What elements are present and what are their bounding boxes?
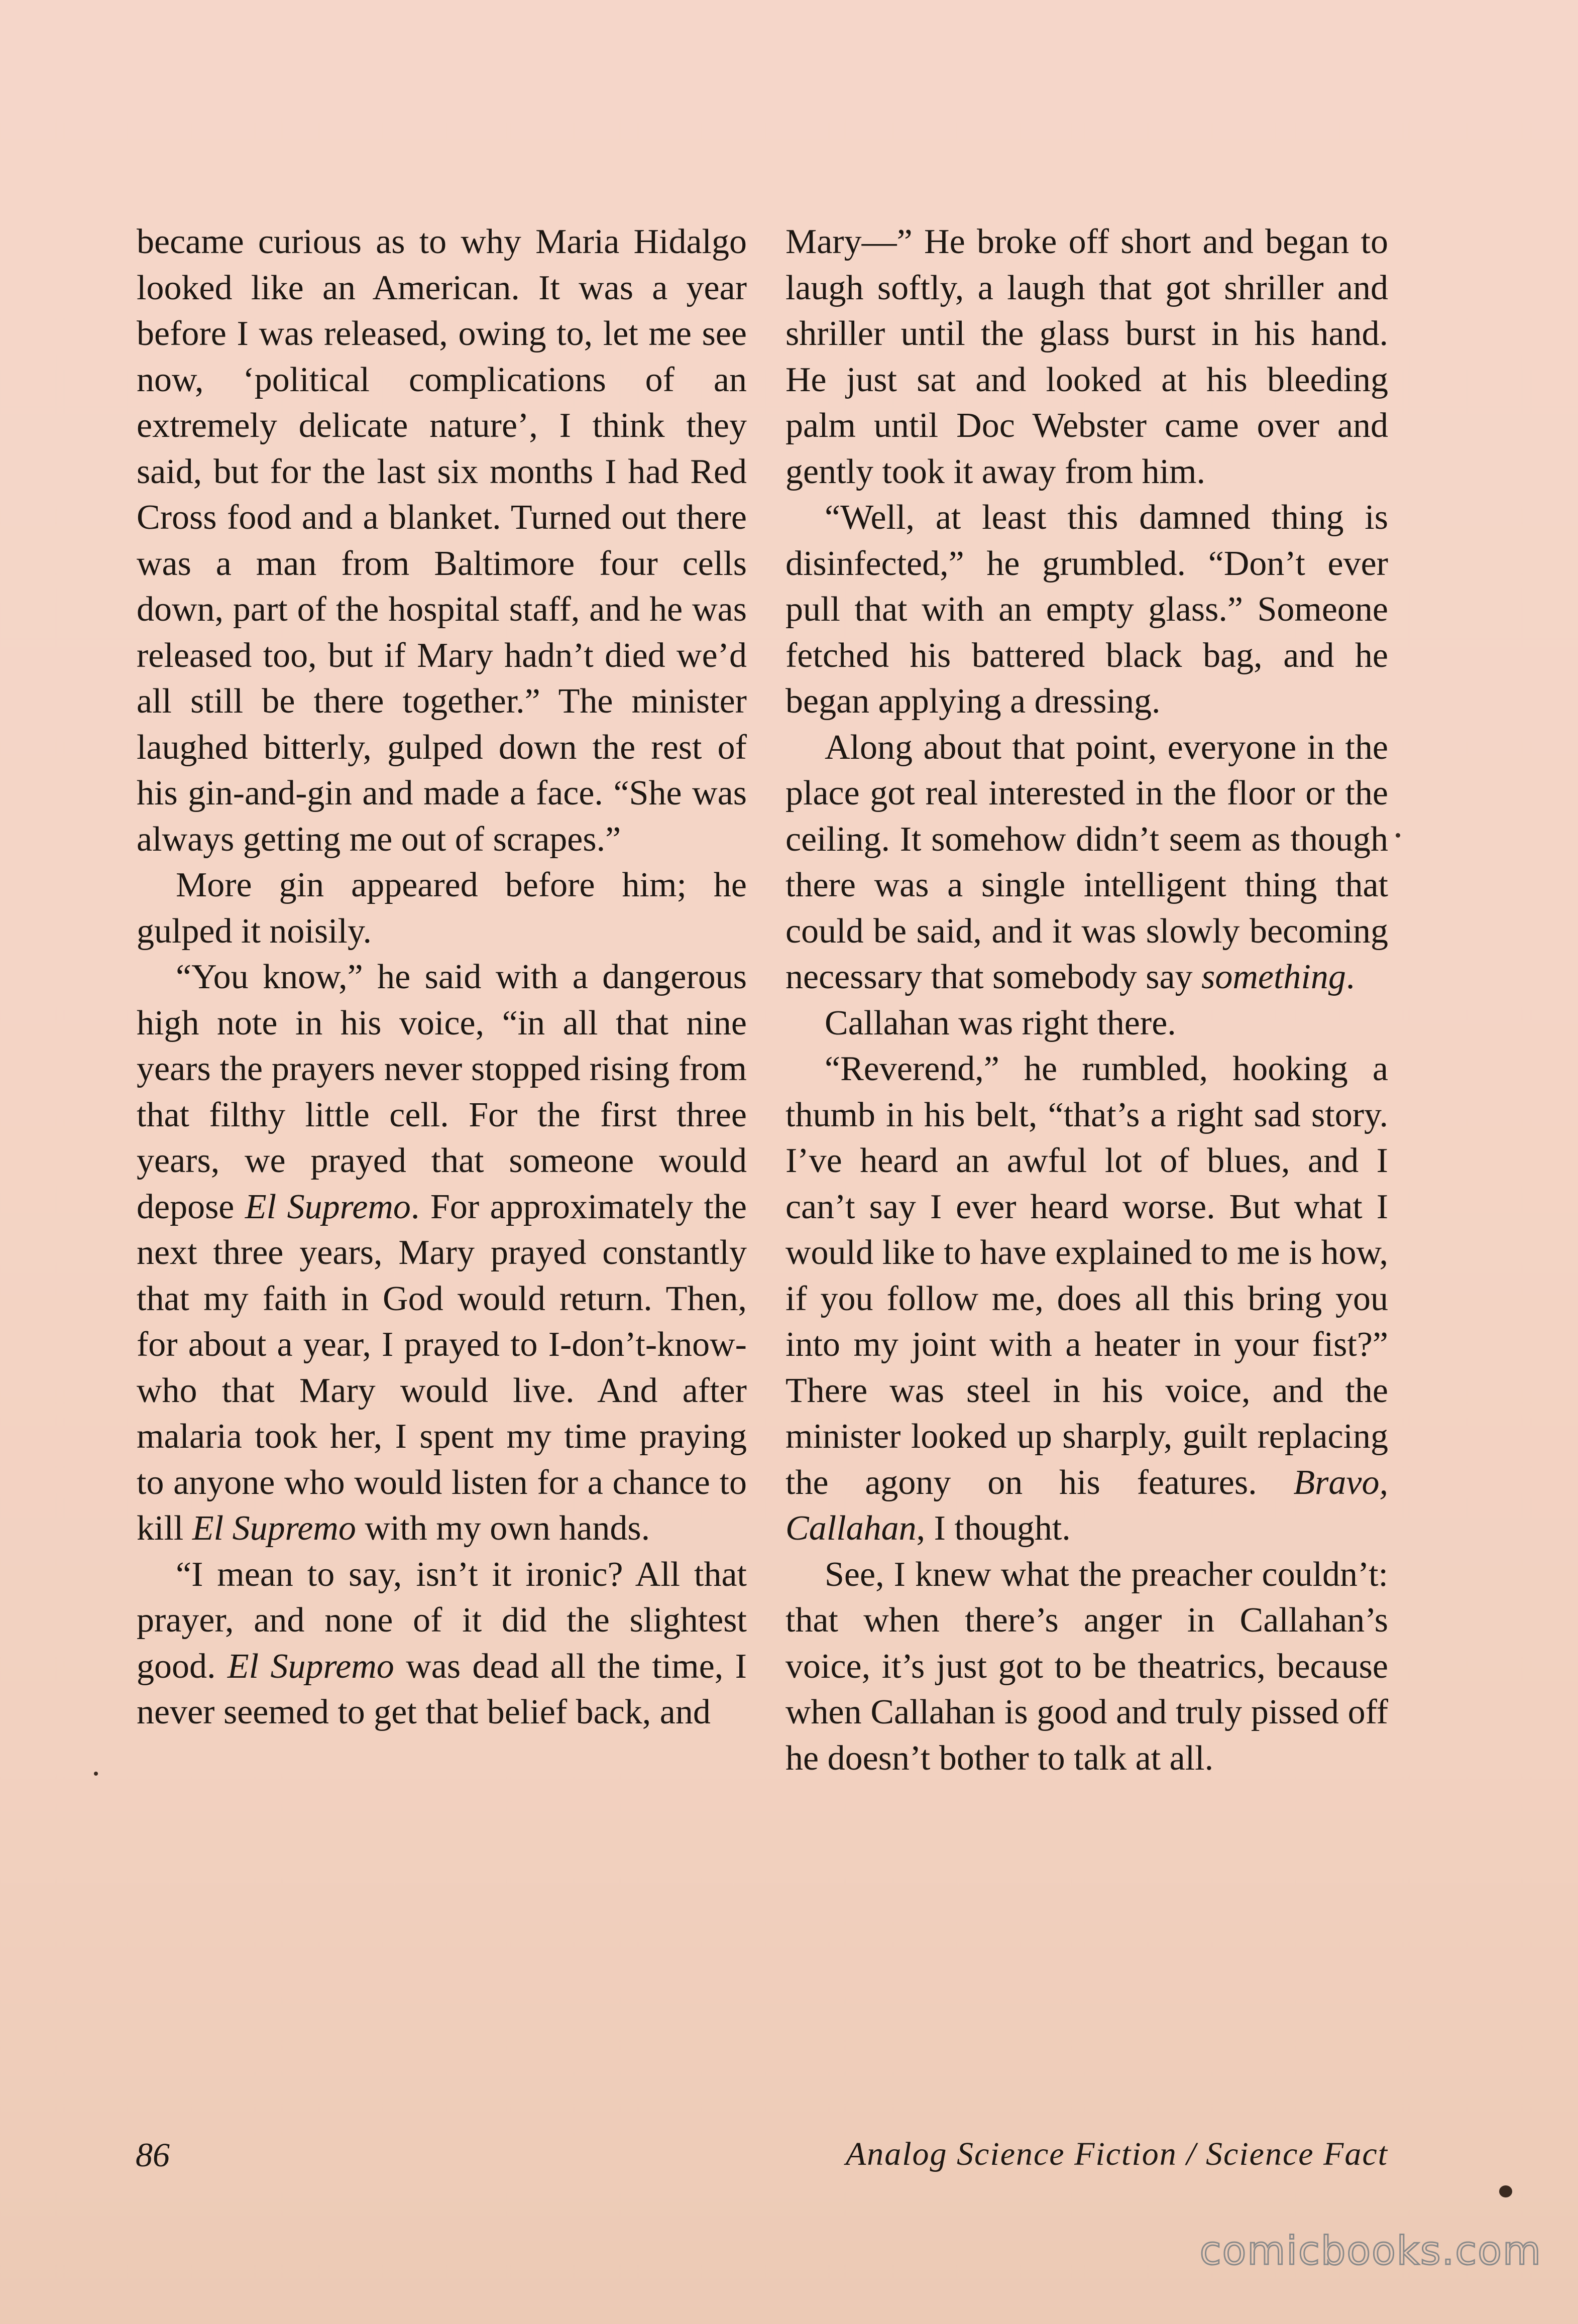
paragraph xyxy=(137,219,747,862)
page-number: 86 xyxy=(136,2136,170,2174)
paragraph xyxy=(137,954,747,1552)
text-run: “I mean to say, isn’t it ironic? All that prayer, and none of it did the slightest good. xyxy=(137,1555,747,1686)
text-run: See, I knew what the preacher couldn’t: that when there’s anger in Callahan’s voice, it’s just got to be theatrics, because when Callahan is good and truly pissed off he doesn’t bother to talk at all. xyxy=(785,1555,1388,1778)
paragraph xyxy=(137,1552,747,1735)
italic-text: El Supremo xyxy=(227,1647,394,1686)
text-run: “Well, at least this damned thing is disinfected,” he grumbled. “Don’t ever pull that with an empty glass.” Someone fetched his battered black bag, and he began applying a dressing. xyxy=(785,498,1388,721)
ink-speck xyxy=(1396,833,1400,838)
italic-text: something xyxy=(1201,958,1346,996)
paragraph xyxy=(785,1046,1388,1552)
text-run: . For approximately the next three years, Mary prayed constantly that my faith in God would return. Then, for about a year, I prayed to I-don’t-know-who that Mary would live. And after malaria took her, I spent my time praying to anyone who would listen for a chance to kill xyxy=(137,1187,747,1548)
text-run: , I thought. xyxy=(916,1509,1071,1548)
paragraph xyxy=(785,219,1388,495)
right-column xyxy=(785,219,1388,1781)
ink-speck xyxy=(1499,2185,1512,2197)
paragraph xyxy=(785,1552,1388,1782)
paragraph xyxy=(137,862,747,954)
text-run: More gin appeared before him; he gulped it noisily. xyxy=(137,866,747,951)
italic-text: El Supremo xyxy=(192,1509,356,1548)
text-run: Mary—” He broke off short and began to laugh softly, a laugh that got shriller and shriller until the glass burst in his hand. He just sat and looked at his bleeding palm until Doc Webster came over and gently took it away from him. xyxy=(785,222,1388,491)
text-run: Callahan was right there. xyxy=(825,1003,1176,1042)
text-run: became curious as to why Maria Hidalgo looked like an American. It was a year before I was released, owing to, let me see now, ‘political complications of an extremely delicate nature’, I think they said, but for the last six months I had Red Cross food and a blanket. Turned out there was a man from Baltimore four cells down, part of the hospital staff, and he was released too, but if Mary hadn’t died we’d all still be there together.” The minister laughed bitterly, gulped down the rest of his gin-and-gin and made a face. “She was always getting me out of scrapes.” xyxy=(137,222,747,859)
text-run: “You know,” he said with a dangerous high note in his voice, “in all that nine years the prayers never stopped rising from that filthy little cell. For the first three years, we prayed that someone would depose xyxy=(137,958,747,1226)
text-run: was dead all the time, I never seemed to get that belief back, and xyxy=(137,1647,747,1731)
italic-text: El Supremo xyxy=(245,1187,411,1226)
paragraph xyxy=(785,1000,1388,1047)
text-run: Along about that point, everyone in the place got real interested in the floor or the ceiling. It somehow didn’t seem as though there was a single intelligent thing that could be said, and it was slowly becoming necessary that somebody say xyxy=(785,728,1388,996)
running-footer-title: Analog Science Fiction / Science Fact xyxy=(845,2136,1388,2172)
paragraph xyxy=(785,495,1388,725)
ink-speck xyxy=(94,1772,98,1776)
italic-text: Bravo, Callahan xyxy=(785,1463,1388,1548)
paragraph xyxy=(785,725,1388,1000)
text-run: “Reverend,” he rumbled, hooking a thumb in his belt, “that’s a right sad story. I’ve heard an awful lot of blues, and I can’t say I ever heard worse. But what I would like to have explained to me is how, if you follow me, does all this bring you into my joint with a heater in your fist?” There was steel in his voice, and the minister looked up sharply, guilt replacing the agony on his features. xyxy=(785,1050,1388,1502)
left-column xyxy=(137,219,747,1735)
watermark-logo: comicbooks.com xyxy=(1199,2229,1542,2274)
text-run: with my own hands. xyxy=(356,1509,650,1548)
text-run: . xyxy=(1345,958,1355,996)
